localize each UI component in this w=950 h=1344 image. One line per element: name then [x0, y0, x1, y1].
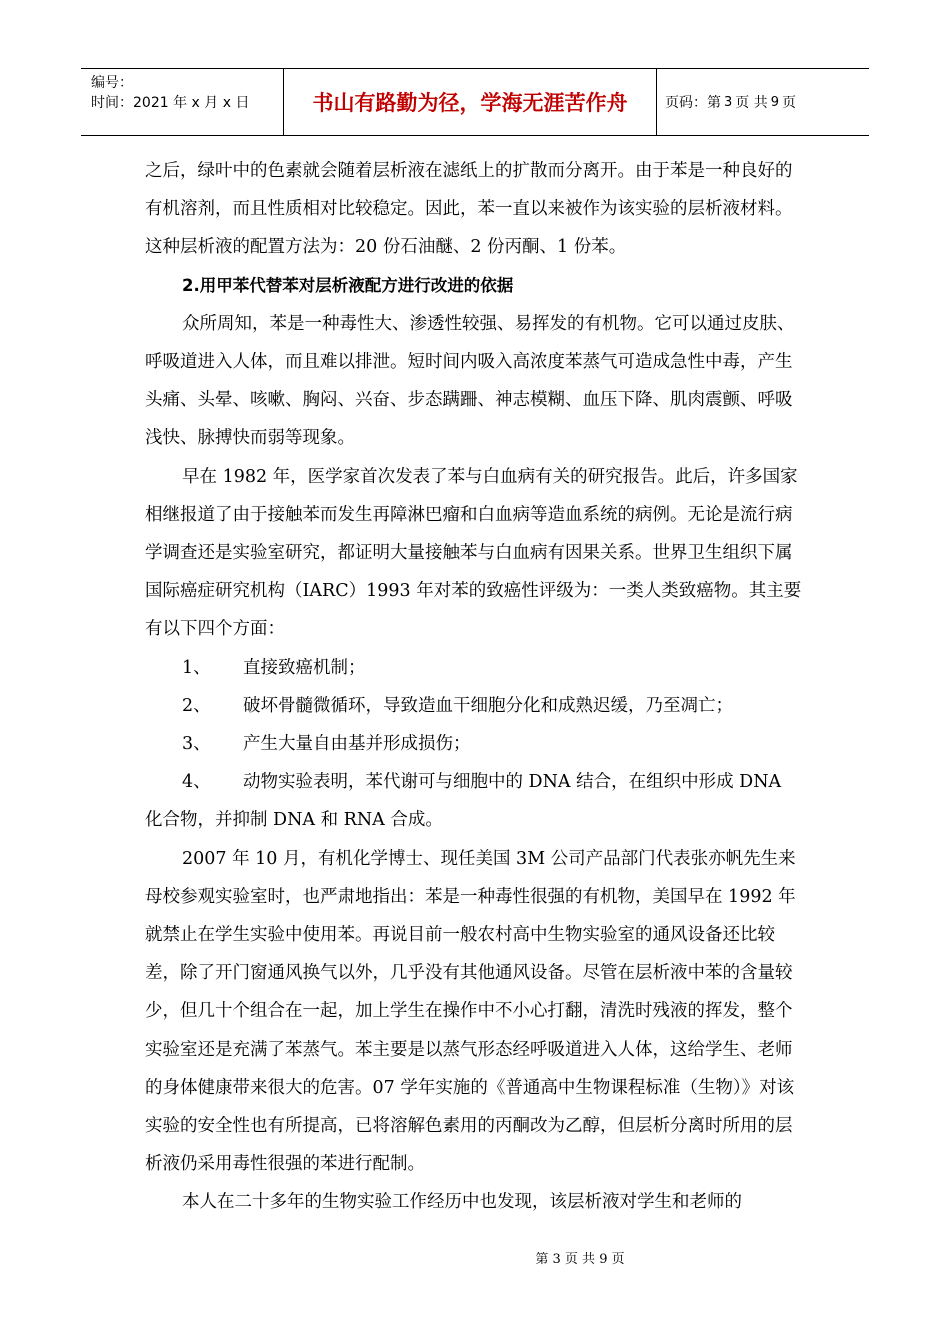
header-motto: 书山有路勤为径，学海无涯苦作舟	[284, 69, 657, 135]
list-item-number: 2、	[182, 695, 211, 716]
list-item	[145, 763, 805, 801]
document-number-label: 编号：	[91, 75, 133, 91]
list-item	[145, 649, 805, 687]
page-total: 9	[770, 94, 780, 110]
list-item-number: 4、	[182, 772, 211, 793]
list-item-text: 直接致癌机制；	[243, 657, 366, 678]
list-item	[145, 687, 805, 725]
section-heading: 2.用甲苯代替苯对层析液配方进行改进的依据	[182, 275, 514, 295]
page-footer: 第 3 页 共 9 页	[535, 1252, 625, 1267]
list-item	[145, 725, 805, 763]
header-meta	[81, 69, 284, 135]
list-item-continuation: 化合物，并抑制 DNA 和 RNA 合成。	[145, 810, 443, 831]
paragraph: 众所周知，苯是一种毒性大、渗透性较强、易挥发的有机物。它可以通过皮肤、呼吸道进入人体，而且难以排泄。短时间内吸入高浓度苯蒸气可造成急性中毒，产生头痛、头晕、咳嗽、胸闷、兴奋、步态蹒跚、神志模糊、血压下降、肌肉震颤、呼吸浅快、脉搏快而弱等现象。	[145, 313, 795, 449]
page-label-mid: 页 共	[735, 95, 768, 111]
list-item-number: 1、	[182, 657, 211, 678]
document-time-label: 时间：2021 年 x 月 x 日	[91, 95, 250, 111]
paragraph: 之后，绿叶中的色素就会随着层析液在滤纸上的扩散而分离开。由于苯是一种良好的有机溶剂，而且性质相对比较稳定。因此，苯一直以来被作为该实验的层析液材料。这种层析液的配置方法为：20 份石油醚、2 份丙酮、1 份苯。	[145, 161, 793, 258]
list-item-number: 3、	[182, 734, 211, 755]
header-page-number	[657, 69, 869, 135]
paragraph: 早在 1982 年，医学家首次发表了苯与白血病有关的研究报告。此后，许多国家相继报道了由于接触苯而发生再障淋巴瘤和白血病等造血系统的病例。无论是流行病学调查还是实验室研究，都证明大量接触苯与白血病有因果关系。世界卫生组织下属国际癌症研究机构（IARC）1993 年对苯的致癌性评级为：一类人类致癌物。其主要有以下四个方面：	[145, 466, 802, 640]
list-item-text: 产生大量自由基并形成损伤；	[243, 734, 471, 755]
paragraph: 2007 年 10 月，有机化学博士、现任美国 3M 公司产品部门代表张亦帆先生来母校参观实验室时，也严肃地指出：苯是一种毒性很强的有机物，美国早在 1992 年就禁止在学生实验中使用苯。再说目前一般农村高中生物实验室的通风设备还比较差，除了开门窗通风换气以外，几乎没有其他通风设备。尽管在层析液中苯的含量较少，但几十个组合在一起，加上学生在操作中不小心打翻，清洗时残液的挥发，整个实验室还是充满了苯蒸气。苯主要是以蒸气形态经呼吸道进入人体，这给学生、老师的身体健康带来很大的危害。07 学年实施的《普通高中生物课程标准（生物）》对该实验的安全性也有所提高，已将溶解色素用的丙酮改为乙醇，但层析分离时所用的层析液仍采用毒性很强的苯进行配制。	[145, 848, 796, 1175]
page-label-suffix: 页	[782, 95, 797, 111]
page-current: 3	[724, 94, 733, 110]
paragraph: 本人在二十多年的生物实验工作经历中也发现，该层析液对学生和老师的	[182, 1192, 742, 1213]
page-label-prefix: 页码：第	[665, 95, 721, 111]
document-body	[145, 152, 805, 1222]
list-item-text: 破坏骨髓微循环，导致造血干细胞分化和成熟迟缓，乃至凋亡；	[243, 695, 733, 716]
list-item-text: 动物实验表明，苯代谢可与细胞中的 DNA 结合，在组织中形成 DNA	[243, 772, 782, 793]
page-header	[81, 68, 869, 136]
